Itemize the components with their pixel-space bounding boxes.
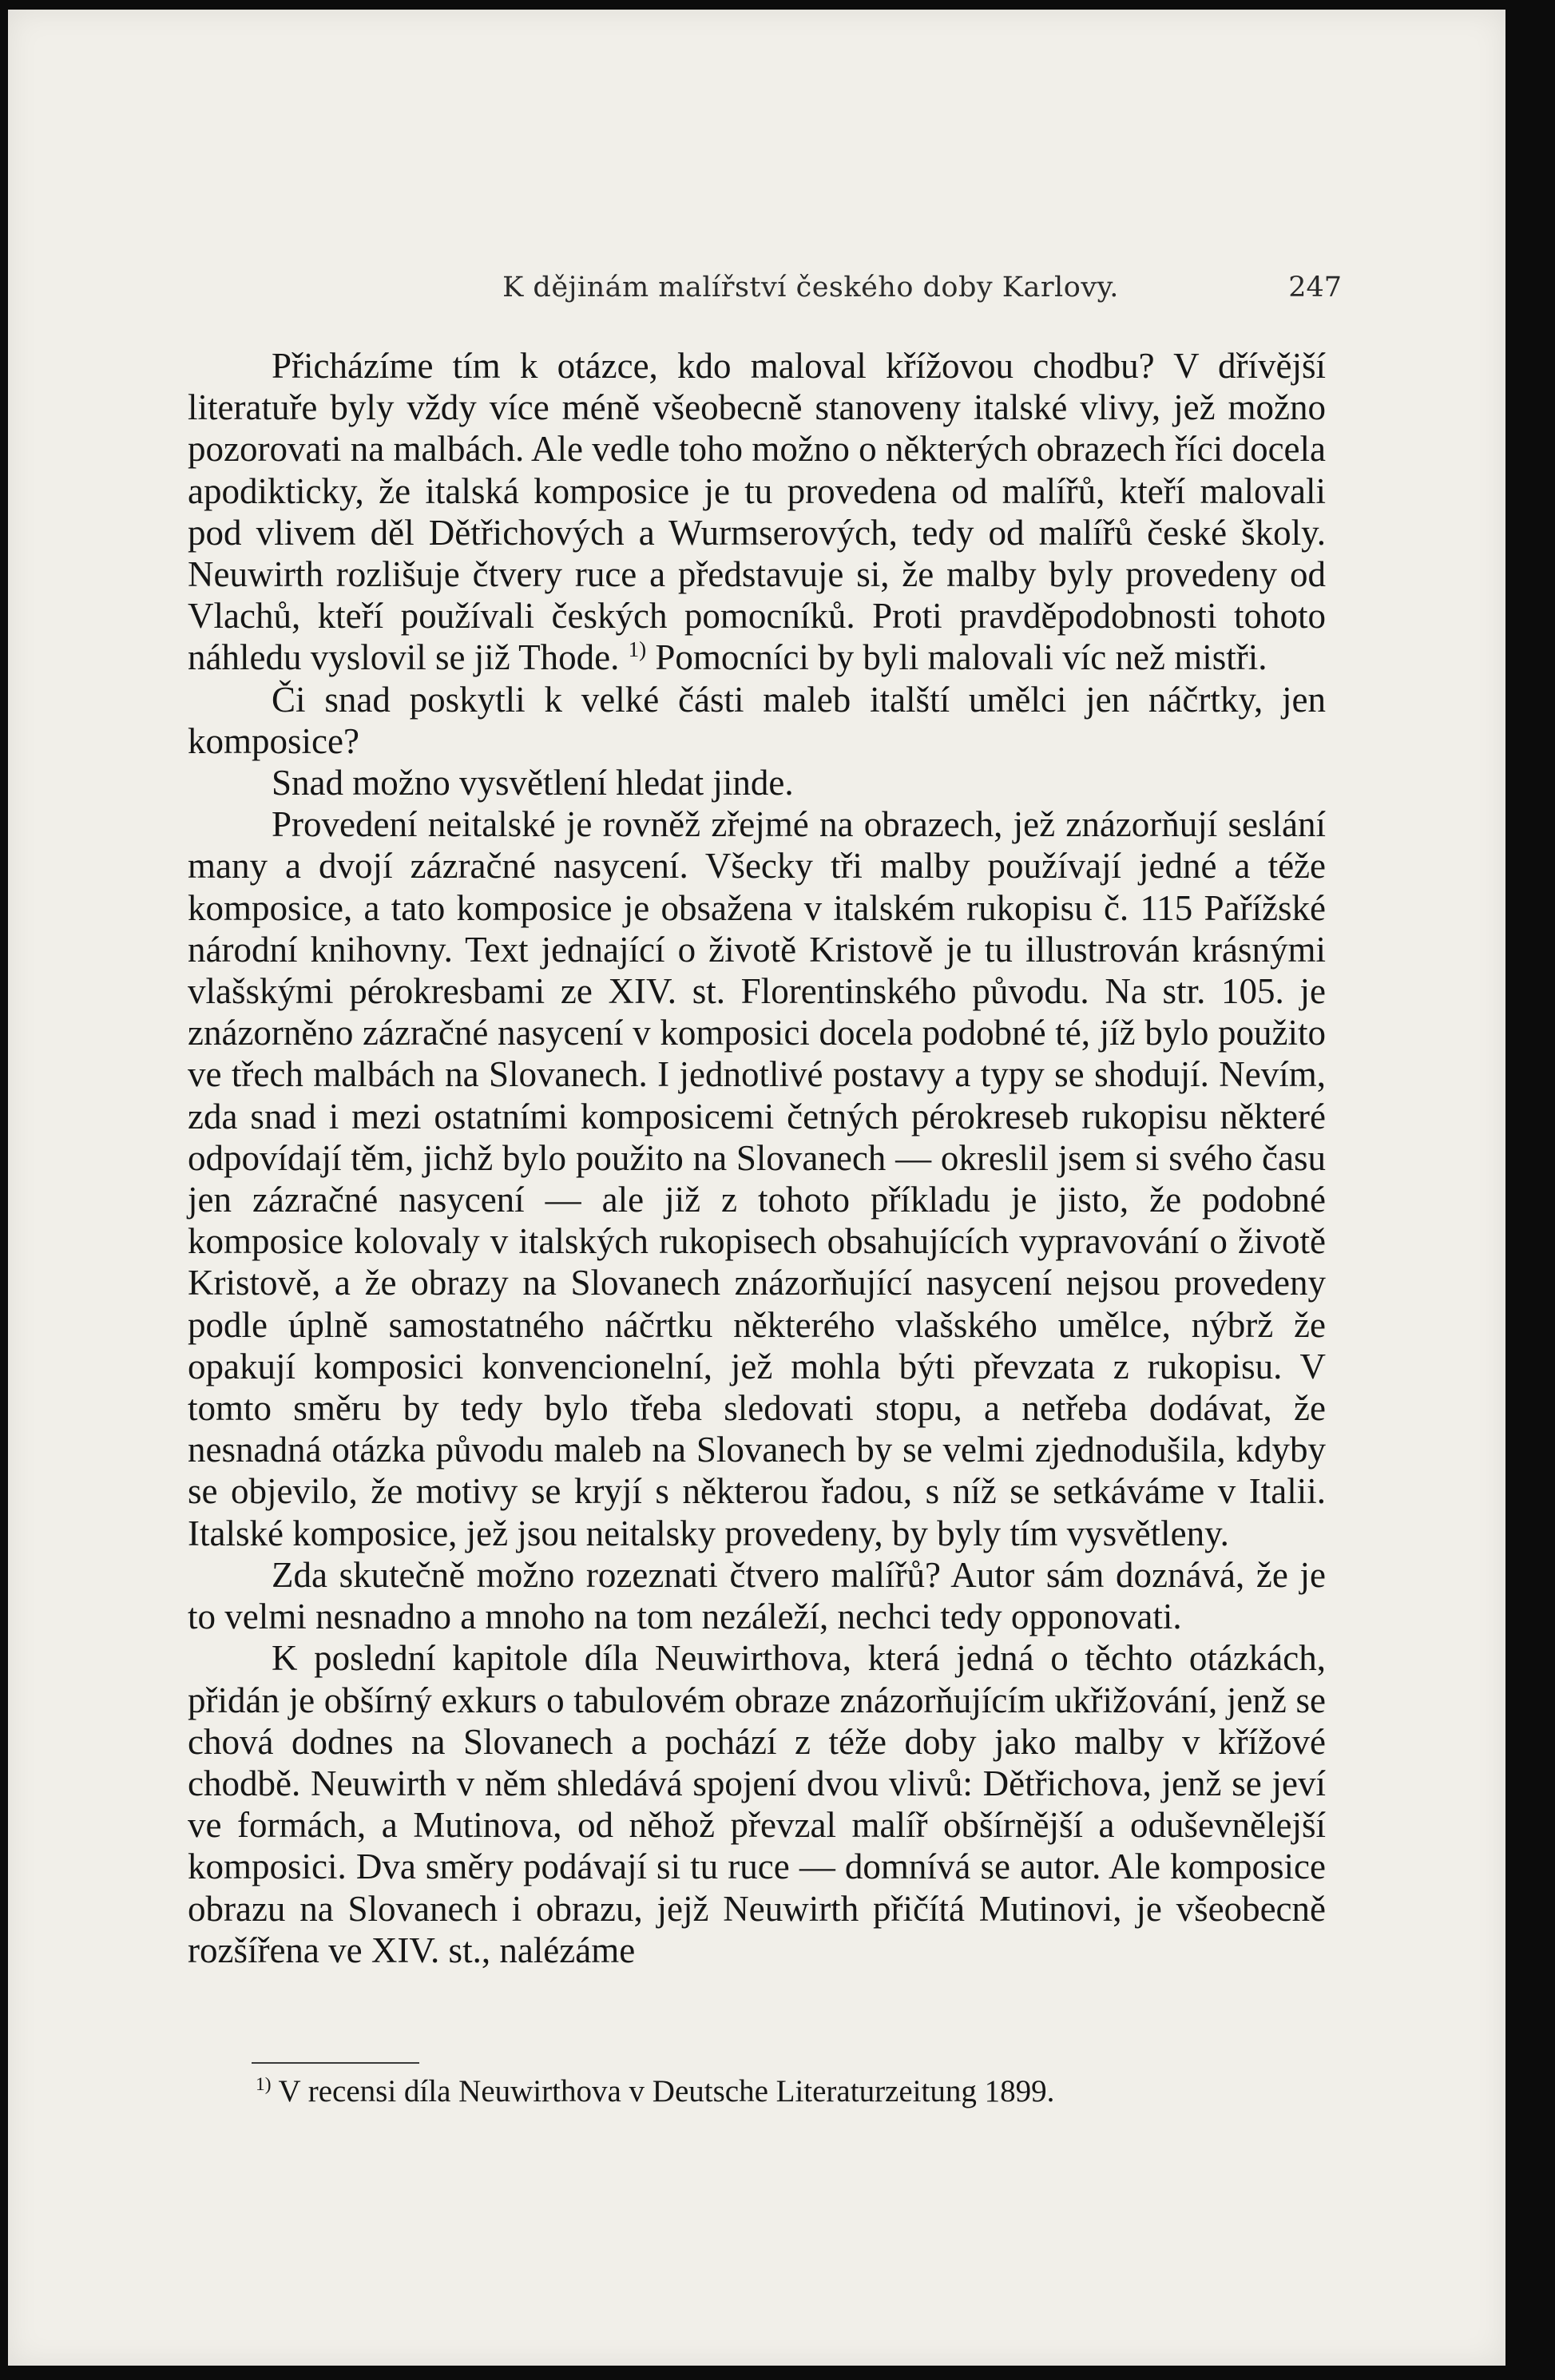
paragraph-text: Přicházíme tím k otázce, kdo maloval křížovou chodbu? V dřívější literatuře byly vždy více méně všeobecně stanoveny italské vlivy, jež možno pozorovati na malbách. Ale vedle toho možno o některých obrazech říci docela apodikticky, že italská komposice je tu provedena od malířů, kteří malovali pod vlivem děl Dětřichových a Wurmserových, tedy od malířů české školy. Neuwirth rozlišuje čtvery ruce a představuje si, že malby byly provedeny od Vlachů, kteří používali českých pomocníků. Proti pravděpodobnosti tohoto náhledu vyslovil se již Thode. [188,346,1326,678]
book-page [8,10,1505,2366]
paragraph-text: Pomocníci by byli malovali víc než mistři. [646,637,1267,678]
running-title: K dějinám malířství českého doby Karlovy. [502,272,1119,303]
paragraph: Zda skutečně možno rozeznati čtvero malířů? Autor sám doznává, že je to velmi nesnadno a mnoho na tom nezáleží, nechci tedy opponovati. [188,1554,1326,1637]
scan-border [1505,0,1555,2380]
footnote-divider [252,2062,419,2064]
main-text [188,345,1326,1971]
page-number: 247 [1288,272,1342,303]
paragraph: Či snad poskytli k velké části maleb italští umělci jen náčrtky, jen komposice? [188,679,1326,761]
paragraph [188,345,1326,679]
footnote-reference: 1) [628,637,647,662]
footnote [256,2073,1326,2111]
footnote-marker: 1) [256,2074,272,2095]
paragraph: K poslední kapitole díla Neuwirthova, která jedná o těchto otázkách, přidán je obšírný exkurs o tabulovém obraze znázorňujícím ukřižování, jenž se chová dodnes na Slovanech a pochází z téže doby jako malby v křížové chodbě. Neuwirth v něm shledává spojení dvou vlivů: Dětřichova, jenž se jeví ve formách, a Mutinova, od něhož převzal malíř obšírnější a oduševnělejší komposici. Dva směry podávají si tu ruce — domnívá se autor. Ale komposice obrazu na Slovanech i obrazu, jejž Neuwirth přičítá Mutinovi, je všeobecně rozšířena ve XIV. st., nalézáme [188,1638,1326,1970]
footnote-text: V recensi díla Neuwirthova v Deutsche Literaturzeitung 1899. [271,2074,1055,2108]
paragraph: Snad možno vysvětlení hledat jinde. [272,763,794,803]
paragraph: Provedení neitalské je rovněž zřejmé na obrazech, jež znázorňují seslání many a dvojí zázračné nasycení. Všecky tři malby používají jedné a téže komposice, a tato komposice je obsažena v italském rukopisu č. 115 Pařížské národní knihovny. Text jednající o životě Kristově je tu illustrován krásnými vlašskými pérokresbami ze XIV. st. Florentinského původu. Na str. 105. je znázorněno zázračné nasycení v komposici docela podobné té, jíž bylo použito ve třech malbách na Slovanech. I jednotlivé postavy a typy se shodují. Nevím, zda snad i mezi ostatními komposicemi četných pérokreseb rukopisu některé odpovídají těm, jichž bylo použito na Slovanech — okreslil jsem si svého času jen zázračné nasycení — ale již z tohoto příkladu je jisto, že podobné komposice kolovaly v italských rukopisech obsahujících vypravování o životě Kristově, a že obrazy na Slovanech znázorňující nasycení nejsou provedeny podle úplně samostatného náčrtku některého vlašského umělce, nýbrž že opakují komposici konvencionelní, jež mohla býti převzata z rukopisu. V tomto směru by tedy bylo třeba sledovati stopu, a netřeba dodávat, že nesnadná otázka původu maleb na Slovanech by se velmi zjednodušila, kdyby se objevilo, že motivy se kryjí s některou řadou, s níž se setkáváme v Italii. Italské komposice, jež jsou neitalsky provedeny, by byly tím vysvětleny. [188,804,1326,1553]
